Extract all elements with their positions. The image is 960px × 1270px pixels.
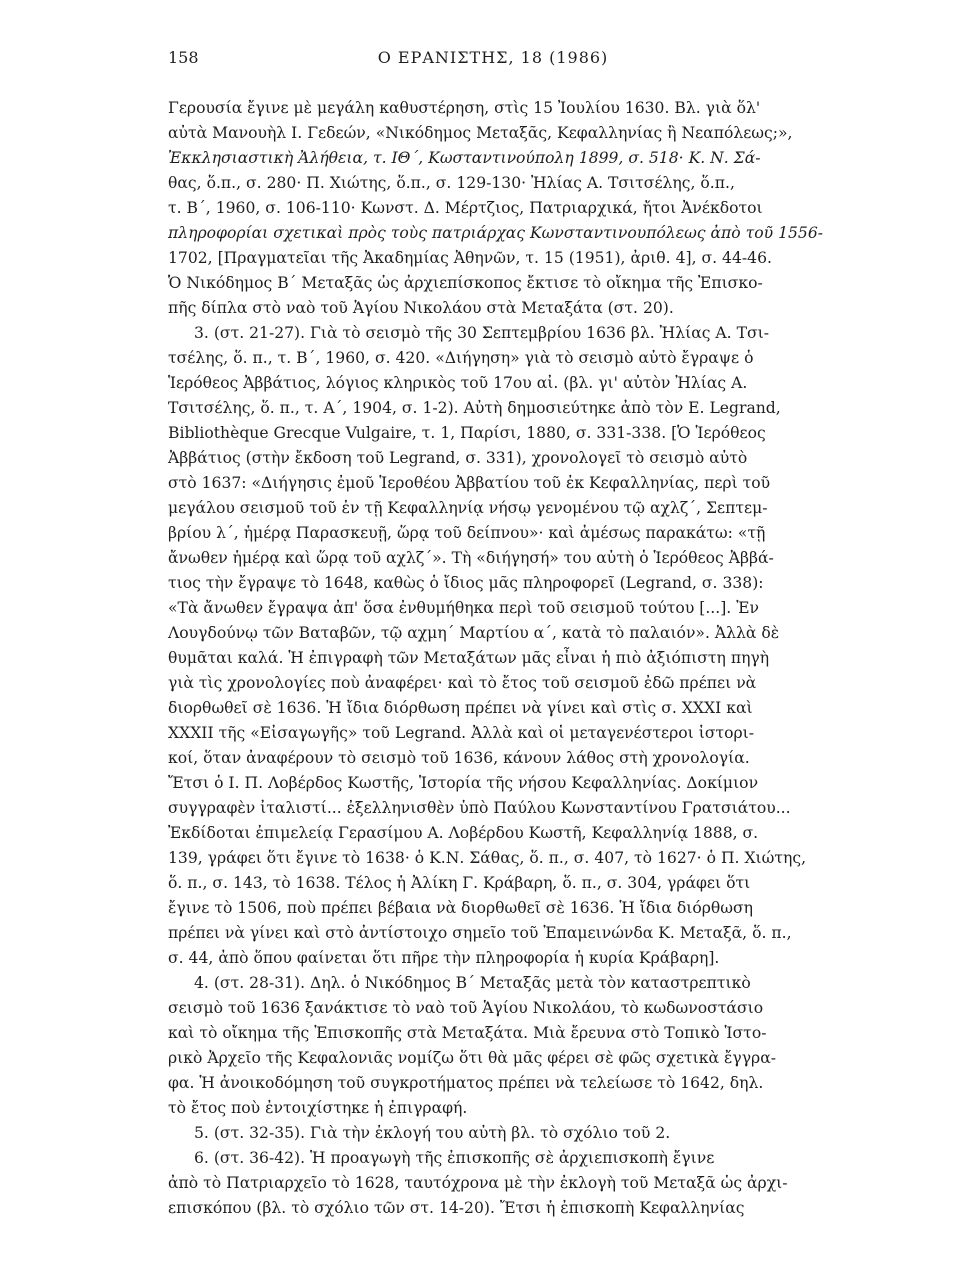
text-line: Ἱερόθεος Ἀββάτιος, λόγιος κληρικὸς τοῦ 17ου αἰ. (βλ. γι' αὐτὸν Ἠλίας Α. <box>168 374 748 392</box>
text-line: Ἀββάτιος (στὴν ἔκδοση τοῦ Legrand, σ. 331), χρονολογεῖ τὸ σεισμὸ αὐτὸ <box>168 449 748 467</box>
text-line: τ. Β΄, 1960, σ. 106-110· Κωνστ. Δ. Μέρτζιος, Πατριαρχικά, ἤτοι Ἀνέκδοτοι <box>168 199 763 217</box>
page-header <box>168 48 818 72</box>
text-line: Γερουσία ἔγινε μὲ μεγάλη καθυστέρηση, στὶς 15 Ἰουλίου 1630. Βλ. γιὰ ὅλ' <box>168 99 761 117</box>
text-line: Τσιτσέλης, ὅ. π., τ. Α΄, 1904, σ. 1-2). Αὐτὴ δημοσιεύτηκε ἀπὸ τὸν E. Legrand, <box>168 399 781 417</box>
text-line: αὐτὰ Μανουὴλ Ι. Γεδεών, «Νικόδημος Μεταξᾶς, Κεφαλληνίας ἢ Νεαπόλεως;», <box>168 124 793 142</box>
text-line: ρικὸ Ἀρχεῖο τῆς Κεφαλονιᾶς νομίζω ὅτι θὰ μᾶς φέρει σὲ φῶς σχετικὰ ἔγγρα- <box>168 1049 776 1067</box>
text-line: πληροφορίαι σχετικαὶ πρὸς τοὺς πατριάρχας Κωνσταντινουπόλεως ἀπὸ τοῦ 1556- <box>168 224 824 242</box>
text-line: Λουγδούνῳ τῶν Βαταβῶν, τῷ αχμη΄ Μαρτίου α΄, κατὰ τὸ παλαιόν». Ἀλλὰ δὲ <box>168 624 780 642</box>
text-line: κοί, ὅταν ἀναφέρουν τὸ σεισμὸ τοῦ 1636, κάνουν λάθος στὴ χρονολογία. <box>168 749 750 767</box>
text-line: μεγάλου σεισμοῦ τοῦ ἐν τῇ Κεφαλληνίᾳ νήσῳ γενομένου τῷ αχλζ΄, Σεπτεμ- <box>168 499 768 517</box>
text-line: ὅ. π., σ. 143, τὸ 1638. Τέλος ἡ Ἀλίκη Γ. Κράβαρη, ὅ. π., σ. 304, γράφει ὅτι <box>168 874 751 892</box>
text-line: Ἔτσι ὁ Ι. Π. Λοβέρδος Κωστῆς, Ἱστορία τῆς νήσου Κεφαλληνίας. Δοκίμιον <box>168 774 759 792</box>
text-line: «Τὰ ἄνωθεν ἔγραψα ἀπ' ὅσα ἐνθυμήθηκα περὶ τοῦ σεισμοῦ τούτου [...]. Ἐν <box>168 599 759 617</box>
note-4-start: 4. (στ. 28-31). Δηλ. ὁ Νικόδημος Β΄ Μεταξᾶς μετὰ τὸν καταστρεπτικὸ <box>194 974 751 992</box>
text-line: θυμᾶται καλά. Ἡ ἐπιγραφὴ τῶν Μεταξάτων μᾶς εἶναι ἡ πιὸ ἀξιόπιστη πηγὴ <box>168 649 770 667</box>
text-line: XXXII τῆς «Εἰσαγωγῆς» τοῦ Legrand. Ἀλλὰ καὶ οἱ μεταγενέστεροι ἱστορι- <box>168 724 755 742</box>
text-line: πῆς δίπλα στὸ ναὸ τοῦ Ἁγίου Νικολάου στὰ Μεταξάτα (στ. 20). <box>168 299 674 317</box>
text-line: Ἐκκλησιαστικὴ Ἀλήθεια, τ. ΙΘ΄, Κωσταντινούπολη 1899, σ. 518· Κ. Ν. Σά- <box>168 149 761 167</box>
text-line: σ. 44, ἀπὸ ὅπου φαίνεται ὅτι πῆρε τὴν πληροφορία ἡ κυρία Κράβαρη]. <box>168 949 720 967</box>
note-6-start: 6. (στ. 36-42). Ἡ προαγωγὴ τῆς ἐπισκοπῆς σὲ ἀρχιεπισκοπὴ ἔγινε <box>194 1149 715 1167</box>
body-text <box>168 96 824 1221</box>
text-line: Ὁ Νικόδημος Β΄ Μεταξᾶς ὡς ἀρχιεπίσκοπος ἔκτισε τὸ οἴκημα τῆς Ἐπισκο- <box>168 274 763 292</box>
text-line: ἄνωθεν ἡμέρᾳ καὶ ὥρᾳ τοῦ αχλζ΄». Τὴ «διήγησή» του αὐτὴ ὁ Ἱερόθεος Ἀββά- <box>168 549 774 567</box>
page-number: 158 <box>168 48 199 67</box>
text-line: φα. Ἡ ἀνοικοδόμηση τοῦ συγκροτήματος πρέπει νὰ τελείωσε τὸ 1642, δηλ. <box>168 1074 764 1092</box>
running-title: Ο ΕΡΑΝΙΣΤΗΣ, 18 (1986) <box>377 48 609 67</box>
text-line: Ἐκδίδοται ἐπιμελείᾳ Γερασίμου Α. Λοβέρδου Κωστῆ, Κεφαλληνίᾳ 1888, σ. <box>168 824 759 842</box>
text-line: θας, ὅ.π., σ. 280· Π. Χιώτης, ὅ.π., σ. 129-130· Ἠλίας Α. Τσιτσέλης, ὅ.π., <box>168 174 735 192</box>
text-line: τὸ ἔτος ποὺ ἐντοιχίστηκε ἡ ἐπιγραφή. <box>168 1099 468 1117</box>
text-line: στὸ 1637: «Διήγησις ἐμοῦ Ἱεροθέου Ἀββατίου τοῦ ἐκ Κεφαλληνίας, περὶ τοῦ <box>168 474 771 492</box>
text-line: γιὰ τὶς χρονολογίες ποὺ ἀναφέρει· καὶ τὸ ἔτος τοῦ σεισμοῦ ἐδῶ πρέπει νὰ <box>168 674 757 692</box>
text-line: συγγραφὲν ἰταλιστί... ἐξελληνισθὲν ὑπὸ Παύλου Κωνσταντίνου Γρατσιάτου... <box>168 799 791 817</box>
text-line: καὶ τὸ οἴκημα τῆς Ἐπισκοπῆς στὰ Μεταξάτα. Μιὰ ἔρευνα στὸ Τοπικὸ Ἱστο- <box>168 1024 767 1042</box>
text-line: Bibliothèque Grecque Vulgaire, τ. 1, Παρίσι, 1880, σ. 331-338. [Ὁ Ἱερόθεος <box>168 424 766 442</box>
text-line: διορθωθεῖ σὲ 1636. Ἡ ἴδια διόρθωση πρέπει νὰ γίνει καὶ στὶς σ. XXXI καὶ <box>168 699 753 717</box>
text-line: σεισμὸ τοῦ 1636 ξανάκτισε τὸ ναὸ τοῦ Ἁγίου Νικολάου, τὸ κωδωνοστάσιο <box>168 999 764 1017</box>
text-line: ἔγινε τὸ 1506, ποὺ πρέπει βέβαια νὰ διορθωθεῖ σὲ 1636. Ἡ ἴδια διόρθωση <box>168 899 754 917</box>
text-line: βρίου λ΄, ἡμέρᾳ Παρασκευῇ, ὥρᾳ τοῦ δείπνου»· καὶ ἀμέσως παρακάτω: «τῇ <box>168 524 766 542</box>
text-line: επισκόπου (βλ. τὸ σχόλιο τῶν στ. 14-20). Ἔτσι ἡ ἐπισκοπὴ Κεφαλληνίας <box>168 1199 745 1217</box>
text-line: τσέλης, ὅ. π., τ. Β΄, 1960, σ. 420. «Διήγηση» γιὰ τὸ σεισμὸ αὐτὸ ἔγραψε ὁ <box>168 349 754 367</box>
text-line: 139, γράφει ὅτι ἔγινε τὸ 1638· ὁ Κ.Ν. Σάθας, ὅ. π., σ. 407, τὸ 1627· ὁ Π. Χιώτης, <box>168 849 807 867</box>
note-3-start: 3. (στ. 21-27). Γιὰ τὸ σεισμὸ τῆς 30 Σεπτεμβρίου 1636 βλ. Ἠλίας Α. Τσι- <box>194 324 770 342</box>
text-line: τιος τὴν ἔγραψε τὸ 1648, καθὼς ὁ ἴδιος μᾶς πληροφορεῖ (Legrand, σ. 338): <box>168 574 764 592</box>
text-line: πρέπει νὰ γίνει καὶ στὸ ἀντίστοιχο σημεῖο τοῦ Ἐπαμεινώνδα Κ. Μεταξᾶ, ὅ. π., <box>168 924 792 942</box>
text-line: ἀπὸ τὸ Πατριαρχεῖο τὸ 1628, ταυτόχρονα μὲ τὴν ἐκλογὴ τοῦ Μεταξᾶ ὡς ἀρχι- <box>168 1174 788 1192</box>
text-line: 1702, [Πραγματεῖαι τῆς Ἀκαδημίας Ἀθηνῶν, τ. 15 (1951), ἀριθ. 4], σ. 44-46. <box>168 249 772 267</box>
note-5-start: 5. (στ. 32-35). Γιὰ τὴν ἐκλογή του αὐτὴ βλ. τὸ σχόλιο τοῦ 2. <box>194 1124 671 1142</box>
